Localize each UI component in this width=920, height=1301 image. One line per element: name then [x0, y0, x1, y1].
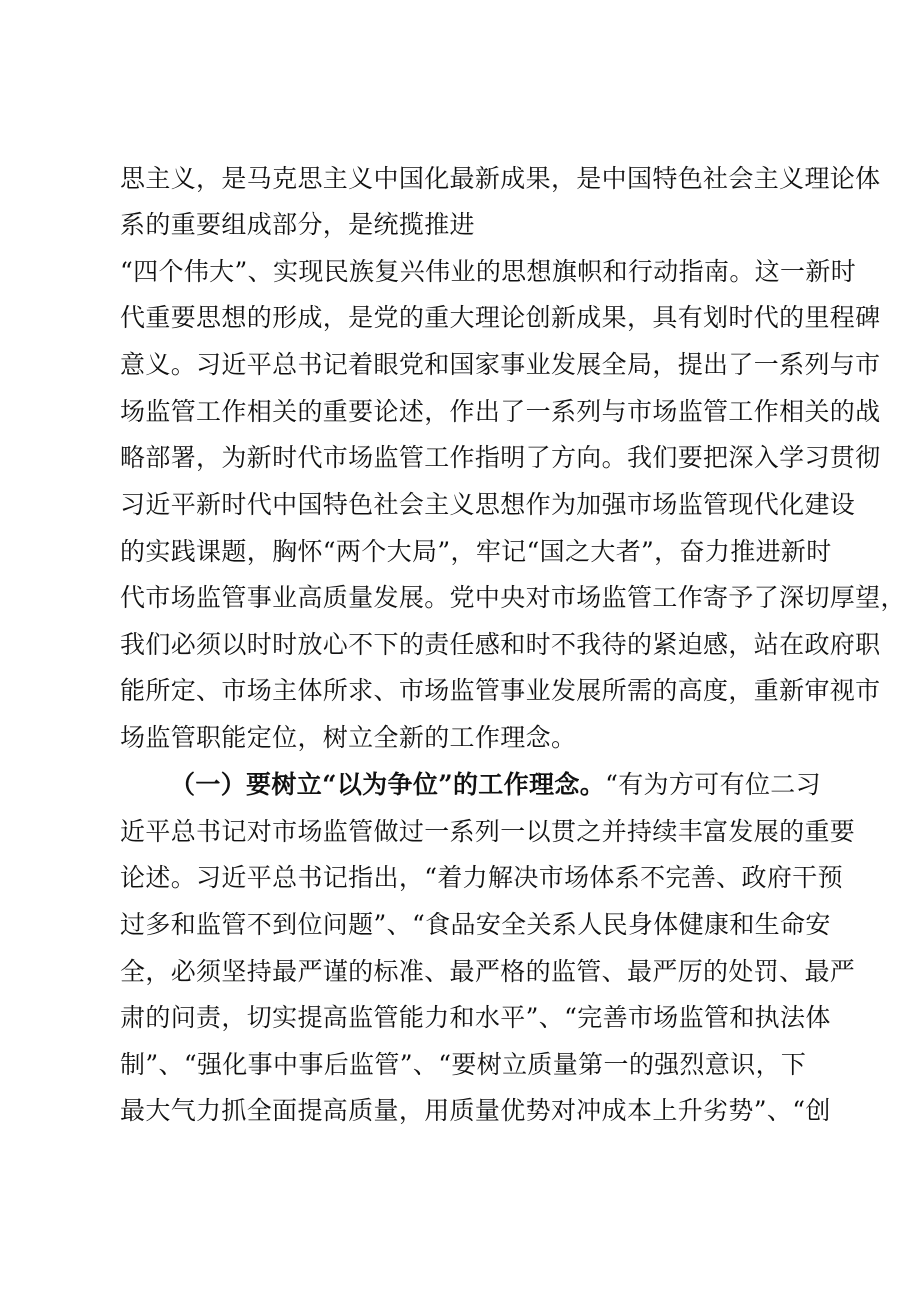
- section-heading: （一）要树立“以为争位”的工作理念。: [170, 770, 606, 799]
- paragraph-line-5: 意义。习近平总书记着眼党和国家事业发展全局，提出了一系列与市: [120, 350, 881, 379]
- paragraph-line-2: 系的重要组成部分，是统揽推进: [120, 210, 475, 239]
- section-first-line-text: “有为方可有位二习: [605, 770, 821, 799]
- paragraph-line-1: 思主义，是马克思主义中国化最新成果，是中国特色社会主义理论体: [120, 164, 881, 193]
- section-line-4: 过多和监管不到位问题”、“食品安全关系人民身体健康和生命安: [120, 910, 831, 939]
- section-line-3: 论述。习近平总书记指出，“着力解决市场体系不完善、政府干预: [120, 863, 843, 892]
- paragraph-line-7: 略部署，为新时代市场监管工作指明了方向。我们要把深入学习贯彻: [120, 443, 881, 472]
- section-line-6: 肃的问责，切实提高监管能力和水平”、“完善市场监管和执法体: [120, 1003, 831, 1032]
- paragraph-line-9: 的实践课题，胸怀“两个大局”，牢记“国之大者”，奋力推进新时: [120, 537, 832, 566]
- paragraph-line-10: 代市场监管事业高质量发展。党中央对市场监管工作寄予了深切厚望，: [120, 583, 906, 612]
- section-line-8: 最大气力抓全面提高质量，用质量优势对冲成本上升劣势”、“创: [120, 1096, 831, 1125]
- section-line-2: 近平总书记对市场监管做过一系列一以贯之并持续丰富发展的重要: [120, 817, 856, 846]
- section-line-5: 全，必须坚持最严谨的标准、最严格的监管、最严厉的处罚、最严: [120, 957, 856, 986]
- section-first-line: [170, 770, 821, 800]
- paragraph-line-3: “四个伟大”、实现民族复兴伟业的思想旗帜和行动指南。这一新时: [120, 257, 857, 286]
- paragraph-line-8: 习近平新时代中国特色社会主义思想作为加强市场监管现代化建设: [120, 490, 856, 519]
- paragraph-line-6: 场监管工作相关的重要论述，作出了一系列与市场监管工作相关的战: [120, 397, 881, 426]
- section-line-7: 制”、“强化事中事后监管”、“要树立质量第一的强烈意识，下: [120, 1050, 807, 1079]
- paragraph-line-4: 代重要思想的形成，是党的重大理论创新成果，具有划时代的里程碑: [120, 303, 881, 332]
- paragraph-line-13: 场监管职能定位，树立全新的工作理念。: [120, 723, 577, 752]
- paragraph-line-12: 能所定、市场主体所求、市场监管事业发展所需的高度，重新审视市: [120, 676, 881, 705]
- paragraph-line-11: 我们必须以时时放心不下的责任感和时不我待的紧迫感，站在政府职: [120, 630, 881, 659]
